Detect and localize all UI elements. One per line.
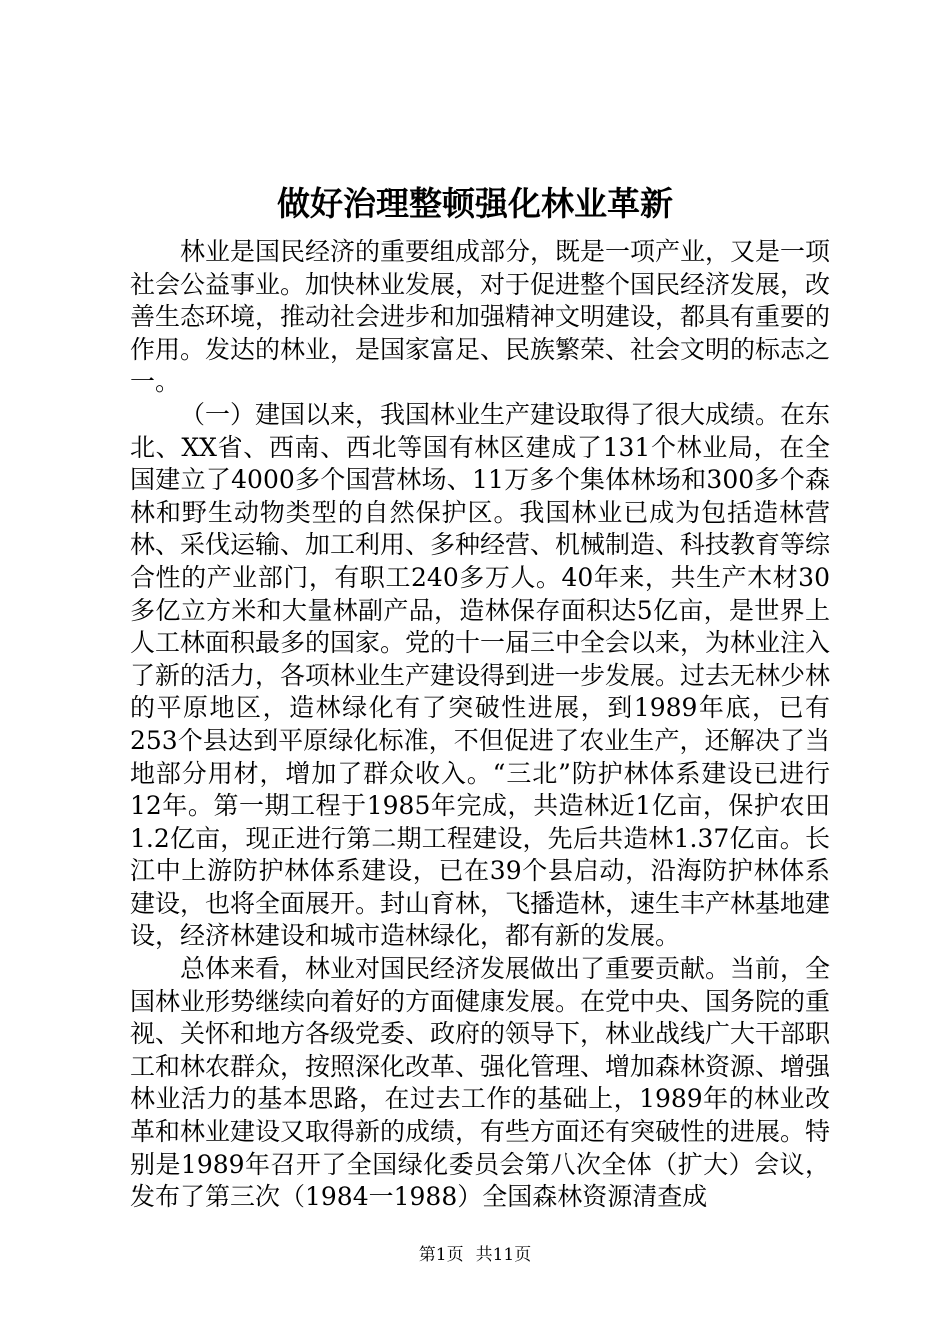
paragraph: 林业是国民经济的重要组成部分，既是一项产业，又是一项社会公益事业。加快林业发展，对于促进整个国民经济发展，改善生态环境，推动社会进步和加强精神文明建设，都具有重要的作用。发达的林业，是国家富足、民族繁荣、社会文明的标志之一。 <box>130 237 831 397</box>
paragraph: 总体来看，林业对国民经济发展做出了重要贡献。当前，全国林业形势继续向着好的方面健康发展。在党中央、国务院的重视、关怀和地方各级党委、政府的领导下，林业战线广大干部职工和林农群众，按照深化改革、强化管理、增加森林资源、增强林业活力的基本思路，在过去工作的基础上，1989年的林业改革和林业建设又取得新的成绩，有些方面还有突破性的进展。特别是1989年召开了全国绿化委员会第八次全体（扩大）会议，发布了第三次（1984一1988）全国森林资源清查成 <box>130 954 831 1212</box>
document-title: 做好治理整顿强化林业革新 <box>277 184 673 223</box>
document-body <box>130 236 830 1214</box>
page-footer <box>0 1240 950 1265</box>
paragraph: （一）建国以来，我国林业生产建设取得了很大成绩。在东北、XX省、西南、西北等国有林区建成了131个林业局，在全国建立了4000多个国营林场、11万多个集体林场和300多个森林和野生动物类型的自然保护区。我国林业已成为包括造林营林、采伐运输、加工利用、多种经营、机械制造、科技教育等综合性的产业部门，有职工240多万人。40年来，共生产木材30多亿立方米和大量林副产品，造林保存面积达5亿亩，是世界上人工林面积最多的国家。党的十一届三中全会以来，为林业注入了新的活力，各项林业生产建设得到进一步发展。过去无林少林的平原地区，造林绿化有了突破性进展，到1989年底，已有253个县达到平原绿化标准，不但促进了农业生产，还解决了当地部分用材，增加了群众收入。“三北”防护林体系建设已进行12年。第一期工程于1985年完成，共造林近1亿亩，保护农田1.2亿亩，现正进行第二期工程建设，先后共造林1.37亿亩。长江中上游防护林体系建设，已在39个县启动，沿海防护林体系建设，也将全面展开。封山育林，飞播造林，速生丰产林基地建设，经济林建设和城市造林绿化，都有新的发展。 <box>130 399 831 951</box>
page-number-current: 第1页 <box>418 1245 464 1265</box>
page-number-total: 共11页 <box>475 1245 532 1265</box>
